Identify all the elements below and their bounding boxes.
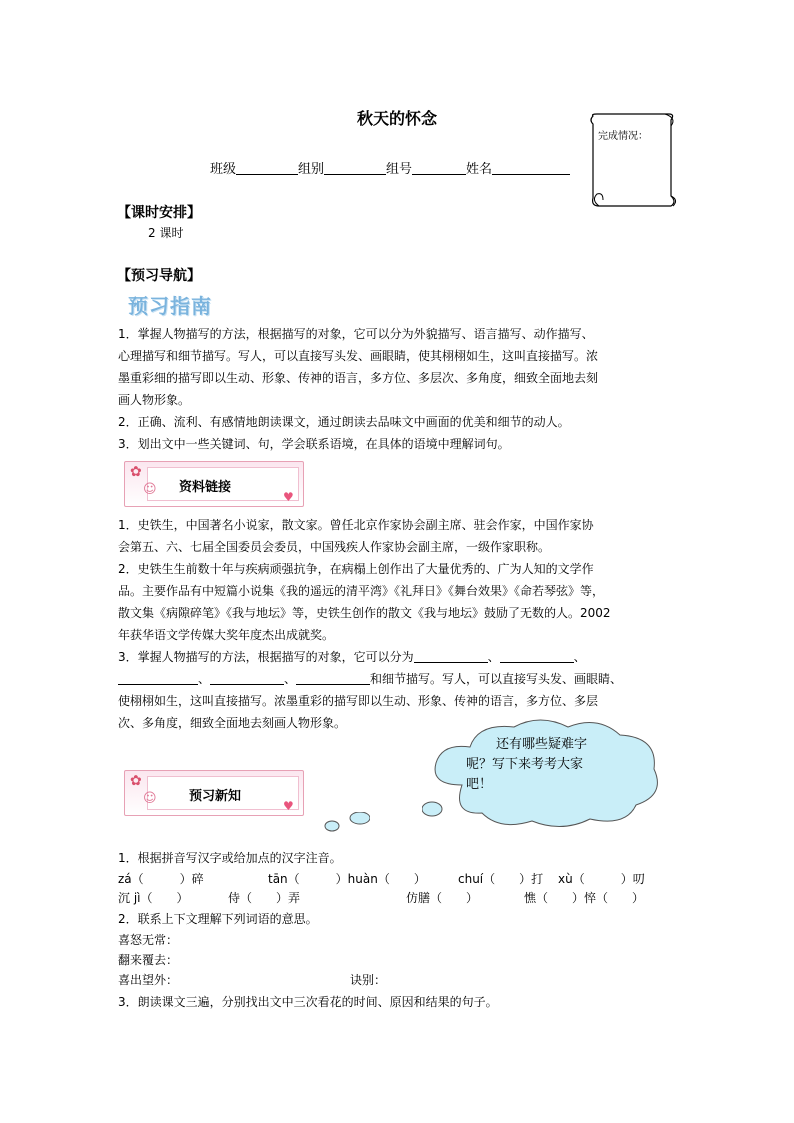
info-line: 2．史铁生生前数十年与疾病顽强抗争，在病榻上创作出了大量优秀的、广为人知的文学作 [118, 562, 594, 576]
heart-icon: ♥ [283, 490, 294, 504]
bunny-icon: ☺ [143, 482, 157, 497]
word-label: 诀别： [350, 973, 387, 987]
word-label: 喜出望外： [118, 973, 179, 987]
guide-line: 心理描写和细节描写。写人，可以直接写头发、画眼睛，使其栩栩如生，这叫直接描写。浓 [118, 349, 599, 363]
heart-icon: ♥ [283, 799, 294, 813]
info-banner [124, 461, 304, 507]
info-list [118, 514, 678, 734]
guide-logo: 预习指南 [128, 294, 212, 318]
pinyin-row-2 [118, 889, 644, 906]
completion-scroll [585, 110, 681, 210]
word-label: 喜怒无常： [118, 933, 179, 947]
name-field[interactable] [492, 161, 570, 175]
flower-icon: ✿ [130, 773, 142, 789]
fill-line [118, 668, 678, 690]
pinyin-item[interactable]: 憔（ ）悴（ ） [524, 891, 645, 905]
guide-line: 3．划出文中一些关键词、句，学会联系语境，在具体的语境中理解词句。 [118, 437, 510, 451]
pinyin-item[interactable]: 仿膳（ ） [406, 891, 479, 905]
fill-blank[interactable] [210, 672, 284, 685]
fill-sep: 、 [573, 650, 586, 664]
cloud-line: 还有哪些疑难字 [496, 737, 588, 752]
schedule-heading: 【课时安排】 [117, 205, 201, 221]
fill-line: 使栩栩如生，这叫直接描写。浓墨重彩的描写即以生动、形象、传神的语言，多方位、多层 [118, 694, 599, 708]
pinyin-item[interactable]: chuí（ ）打 [458, 872, 544, 886]
guide-list [118, 323, 678, 455]
fill-sep: 、 [284, 672, 297, 686]
fill-line: 次、多角度，细致全面地去刻画人物形象。 [118, 716, 347, 730]
info-line: 年获华语文学传媒大奖年度杰出成就奖。 [118, 628, 335, 642]
pinyin-item[interactable]: xù（ ）叨 [558, 872, 645, 886]
page-title: 秋天的怀念 [356, 109, 437, 128]
word-label: 翻来覆去： [118, 953, 179, 967]
fill-blank[interactable] [118, 672, 198, 685]
info-line: 散文集《病隙碎笔》《我与地坛》等，史铁生创作的散文《我与地坛》鼓励了无数的人。2002 [118, 606, 611, 620]
guide-line: 1．掌握人物描写的方法，根据描写的对象，它可以分为外貌描写、语言描写、动作描写、 [118, 327, 594, 341]
class-label: 班级 [210, 162, 237, 177]
pinyin-item[interactable]: zá（ ）碎 [118, 872, 204, 886]
question-2: 2．联系上下文理解下列词语的意思。 [118, 912, 318, 926]
group-no-label: 组号 [386, 162, 413, 177]
fill-text: 3．掌握人物描写的方法，根据描写的对象，它可以分为 [118, 650, 414, 664]
new-knowledge-label: 预习新知 [189, 789, 242, 804]
fill-blank[interactable] [500, 650, 574, 663]
group-label: 组别 [298, 162, 325, 177]
student-info-line [210, 158, 570, 177]
group-no-field[interactable] [412, 161, 466, 175]
guide-line: 2．正确、流利、有感情地朗读课文，通过朗读去品味文中画面的优美和细节的动人。 [118, 415, 570, 429]
thought-bubbles [320, 812, 370, 834]
cloud-line: 呢？写下来考考大家 [466, 757, 584, 772]
info-line: 会第五、六、七届全国委员会委员，中国残疾人作家协会副主席，一级作家职称。 [118, 540, 551, 554]
fill-blank[interactable] [296, 672, 370, 685]
pinyin-row-1 [118, 870, 645, 887]
new-knowledge-banner [124, 770, 304, 816]
info-line: 品。主要作品有中短篇小说集《我的遥远的清平湾》《礼拜日》《舞台效果》《命若琴弦》等， [118, 584, 605, 598]
bunny-icon: ☺ [143, 791, 157, 806]
fill-line [118, 646, 678, 668]
completion-label: 完成情况： [598, 131, 648, 142]
info-banner-label: 资料链接 [179, 480, 232, 495]
pinyin-item[interactable]: 沉 jì（ ） [118, 891, 189, 905]
info-line: 1．史铁生，中国著名小说家，散文家。曾任北京作家协会副主席、驻会作家，中国作家协 [118, 518, 594, 532]
cloud-line: 吧！ [466, 777, 493, 792]
preview-heading: 【预习导航】 [117, 268, 201, 284]
guide-line: 画人物形象。 [118, 393, 191, 407]
name-label: 姓名 [466, 162, 493, 177]
fill-blank[interactable] [414, 650, 488, 663]
group-field[interactable] [324, 161, 386, 175]
guide-line: 墨重彩细的描写即以生动、形象、传神的语言，多方位、多层次、多角度，细致全面地去刻 [118, 371, 599, 385]
fill-text: 和细节描写。写人，可以直接写头发、画眼睛、 [370, 672, 623, 686]
fill-sep: 、 [487, 650, 500, 664]
flower-icon: ✿ [130, 464, 142, 480]
class-field[interactable] [236, 161, 298, 175]
cloud-text [466, 735, 587, 795]
schedule-content: 2 课时 [148, 226, 184, 240]
fill-sep: 、 [198, 672, 211, 686]
pinyin-item[interactable]: 侍（ ）弄 [228, 891, 301, 905]
question-1: 1．根据拼音写汉字或给加点的汉字注音。 [118, 851, 342, 865]
pinyin-item[interactable]: tān（ ）huàn（ ） [268, 872, 426, 886]
question-3: 3．朗读课文三遍，分别找出文中三次看花的时间、原因和结果的句子。 [118, 995, 498, 1009]
